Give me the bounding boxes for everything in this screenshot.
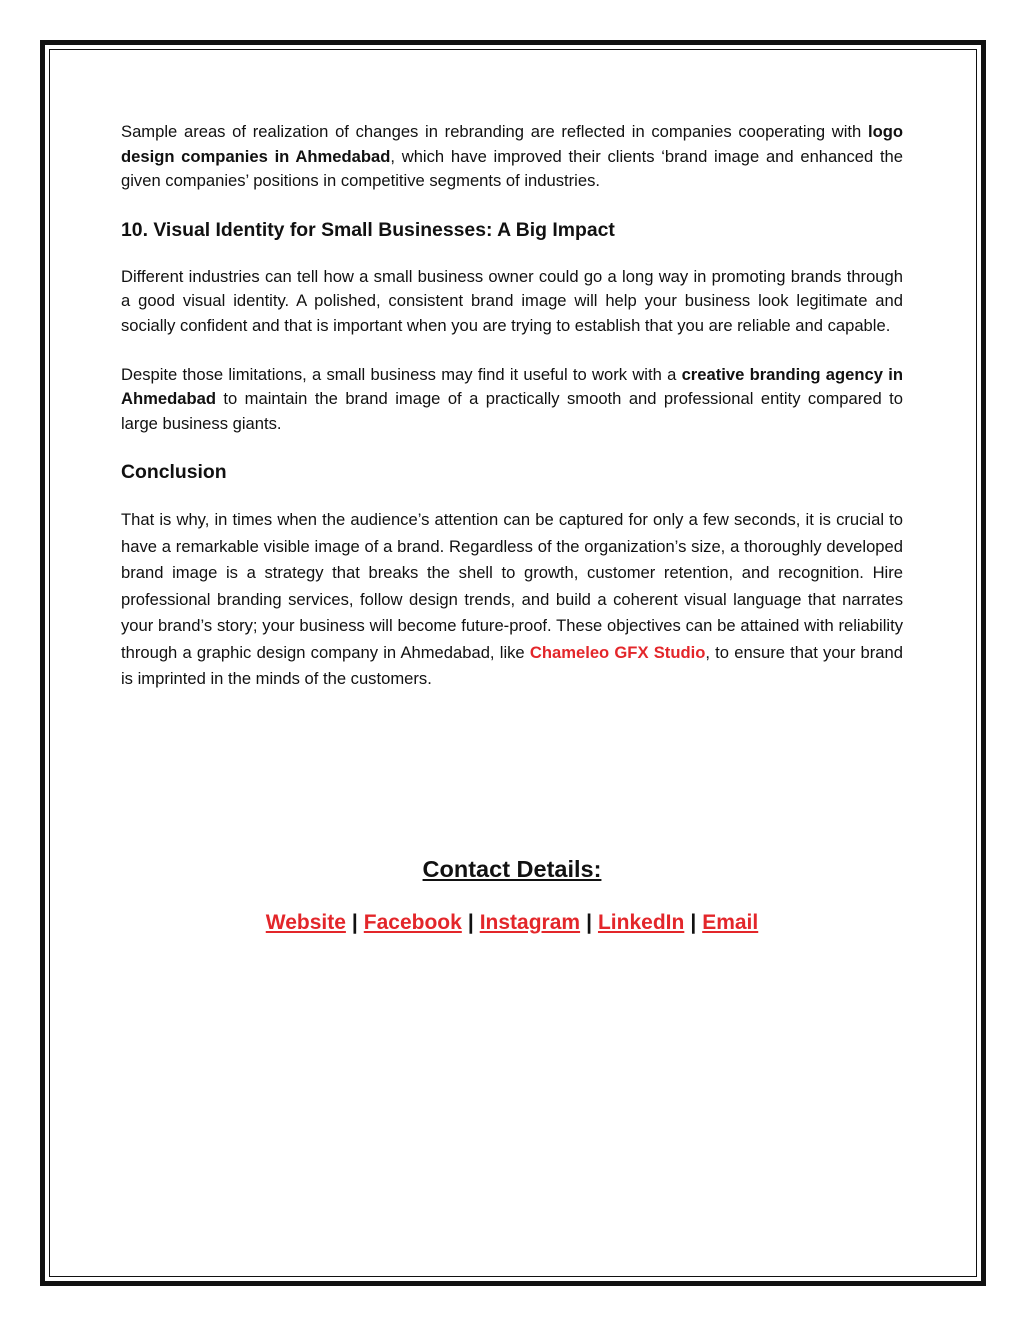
conclusion-text-2: , to ensure that your brand is imprinted in the minds of the customers. (121, 642, 903, 689)
intro-bold-keyword: logo design companies in Ahmedabad (121, 122, 903, 166)
instagram-link[interactable]: Instagram (479, 911, 581, 934)
section-10-p2-bold-keyword: creative branding agency in Ahmedabad (121, 364, 903, 409)
link-separator: | (467, 911, 474, 934)
contact-links-row (0, 907, 1024, 939)
section-10-heading: 10. Visual Identity for Small Businesses: A Big Impact (121, 218, 615, 241)
website-link[interactable]: Website (265, 911, 346, 934)
link-separator: | (690, 911, 697, 934)
studio-name-highlight: Chameleo GFX Studio (529, 642, 706, 662)
intro-text-1: Sample areas of realization of changes in rebranding are reflected in companies cooperating with (121, 122, 868, 141)
intro-text-2: , which have improved their clients ‘brand image and enhanced the given companies’ positions in competitive segments of industries. (121, 146, 904, 191)
link-separator: | (586, 911, 592, 934)
conclusion-paragraph (121, 507, 903, 693)
section-10-p2-text-2: to maintain the brand image of a practically smooth and professional entity compared to large business giants. (121, 389, 903, 433)
section-10-paragraph-1: Different industries can tell how a small business owner could go a long way in promoting brands through a good visual identity. A polished, consistent brand image will help your business look legitimate and socially confident and that is important when you are trying to establish that you are reliable and capable. (121, 266, 903, 335)
email-link[interactable]: Email (702, 911, 759, 934)
intro-paragraph (121, 120, 903, 194)
facebook-link[interactable]: Facebook (363, 911, 462, 934)
linkedin-link[interactable]: LinkedIn (597, 911, 685, 934)
section-10-p2-text-1: Despite those limitations, a small business may find it useful to work with a (121, 364, 682, 384)
document-body (121, 120, 903, 693)
conclusion-heading: Conclusion (121, 461, 227, 484)
conclusion-text-1: That is why, in times when the audience’s attention can be captured for only a few seconds, it is crucial to have a remarkable visible image of a brand. Regardless of the organization’s size, a thoroughly developed brand image is a strategy that breaks the shell to growth, customer retention, and recognition. Hire professional branding services, follow design trends, and build a coherent visual language that narrates your brand’s story; your business will become future-proof. These objectives can be attained with reliability through a graphic design company in Ahmedabad, like (121, 510, 903, 662)
section-10-paragraph-2 (121, 363, 903, 437)
contact-details-title: Contact Details: (422, 856, 602, 882)
link-separator: | (351, 911, 358, 934)
